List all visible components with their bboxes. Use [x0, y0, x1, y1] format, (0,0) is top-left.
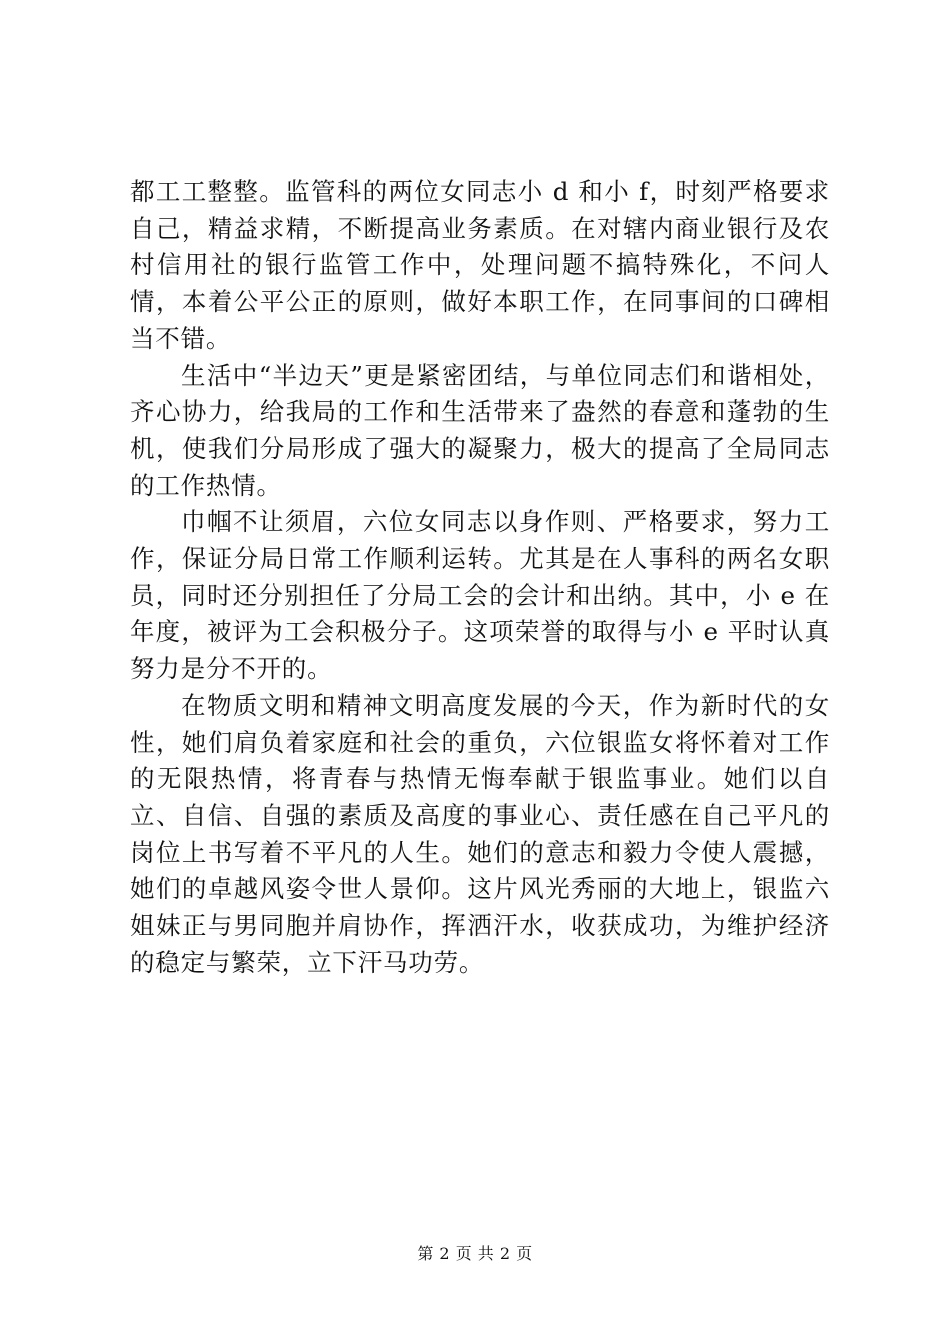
- paragraph-4: 在物质文明和精神文明高度发展的今天，作为新时代的女性，她们肩负着家庭和社会的重负，六位银监女将怀着对工作的无限热情，将青春与热情无悔奉献于银监事业。她们以自立、自信、自强的素质及高度的事业心、责任感在自己平凡的岗位上书写着不平凡的人生。她们的意志和毅力令使人震撼，她们的卓越风姿令世人景仰。这片风光秀丽的大地上，银监六姐妹正与男同胞并肩协作，挥洒汗水，收获成功，为维护经济的稳定与繁荣，立下汗马功劳。: [130, 690, 830, 977]
- body-text: [130, 174, 830, 981]
- paragraph-1: 都工工整整。监管科的两位女同志小 d 和小 f，时刻严格要求自己，精益求精，不断提高业务素质。在对辖内商业银行及农村信用社的银行监管工作中，处理问题不搞特殊化，不问人情，本着公平公正的原则，做好本职工作，在同事间的口碑相当不错。: [130, 177, 830, 353]
- page-footer: 第 2 页 共 2 页: [417, 1244, 533, 1263]
- paragraph-2: 生活中“半边天”更是紧密团结，与单位同志们和谐相处，齐心协力，给我局的工作和生活带来了盎然的春意和蓬勃的生机，使我们分局形成了强大的凝聚力，极大的提高了全局同志的工作热情。: [130, 360, 830, 500]
- paragraph-3: 巾帼不让须眉，六位女同志以身作则、严格要求，努力工作，保证分局日常工作顺利运转。尤其是在人事科的两名女职员，同时还分别担任了分局工会的会计和出纳。其中，小 e 在年度，被评为工会积极分子。这项荣誉的取得与小 e 平时认真努力是分不开的。: [130, 507, 830, 684]
